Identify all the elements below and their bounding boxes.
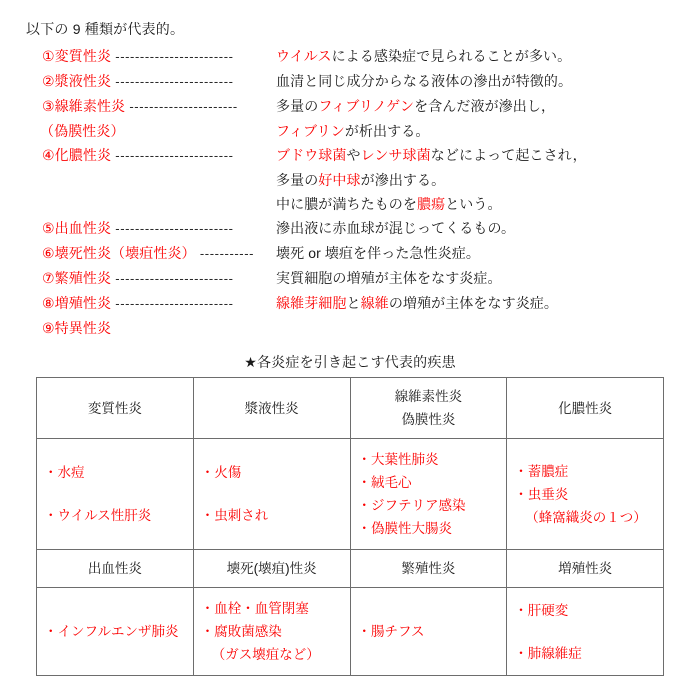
description-segment: 多量の xyxy=(276,172,319,188)
description-segment: 滲出液に赤血球が混じってくるもの。 xyxy=(276,220,516,236)
inflammation-type-name: 線維素性炎 xyxy=(54,98,126,114)
table-cell xyxy=(350,439,507,550)
inflammation-type-description xyxy=(276,216,686,240)
leader-dashes: ------------------------ xyxy=(111,296,234,311)
description-segment: などによって起こされ， xyxy=(430,147,587,163)
list-marker: ③ xyxy=(42,98,55,114)
inflammation-type-row xyxy=(14,266,686,291)
description-segment: が滲出する。 xyxy=(360,172,446,188)
intro-line: 以下の 9 種類が代表的。 xyxy=(26,21,185,37)
inflammation-type-description xyxy=(276,192,686,216)
description-segment: 好中球 xyxy=(318,172,361,188)
table-header-cell xyxy=(37,378,194,439)
table-row xyxy=(37,588,664,676)
inflammation-type-name: 出血性炎 xyxy=(54,220,112,236)
list-marker: ⑦ xyxy=(42,270,55,286)
disease-table-section xyxy=(14,350,686,676)
header-label: 漿液性炎 xyxy=(244,400,299,416)
disease-item: ・絨毛心 xyxy=(357,475,412,490)
disease-item: ・偽膜性大腸炎 xyxy=(357,521,452,536)
description-segment: の増殖が主体をなす炎症。 xyxy=(388,295,559,311)
list-marker: ④ xyxy=(42,147,55,163)
representative-disease-table xyxy=(36,377,664,676)
inflammation-type-description xyxy=(276,241,686,265)
inflammation-type-row xyxy=(14,316,686,340)
table-header-row xyxy=(37,378,664,439)
description-segment: ブドウ球菌 xyxy=(276,147,347,163)
table-header-cell xyxy=(507,378,664,439)
table-header-cell xyxy=(193,550,350,588)
disease-item: ・虫垂炎 xyxy=(514,486,569,502)
inflammation-type-term xyxy=(14,69,276,94)
inflammation-type-description xyxy=(276,44,686,68)
inflammation-type-term xyxy=(14,44,276,69)
inflammation-type-term xyxy=(14,316,276,340)
table-row xyxy=(37,439,664,550)
inflammation-type-row xyxy=(14,44,686,69)
description-segment: レンサ球菌 xyxy=(360,147,431,163)
disease-item: ・腸チフス xyxy=(357,624,425,639)
inflammation-type-description xyxy=(276,69,686,93)
description-segment: という。 xyxy=(445,196,502,212)
inflammation-type-name: 増殖性炎 xyxy=(54,295,112,311)
inflammation-type-term xyxy=(14,94,276,119)
description-segment: 中に膿が満ちたものを xyxy=(276,196,417,212)
description-segment: が析出する。 xyxy=(344,123,430,139)
leader-dashes: ------------------------ xyxy=(111,148,234,163)
description-segment: 血清と同じ成分からなる液体の滲出が特徴的。 xyxy=(276,73,573,89)
disease-item: （蜂窩織炎の１つ） xyxy=(525,509,647,525)
list-marker: ⑧ xyxy=(42,295,55,311)
disease-item: ・火傷 xyxy=(200,465,242,480)
leader-dashes: ----------- xyxy=(195,246,255,261)
disease-item: ・インフルエンザ肺炎 xyxy=(44,624,179,639)
leader-dashes: ------------------------ xyxy=(111,221,234,236)
inflammation-type-name: 変質性炎 xyxy=(54,48,112,64)
inflammation-type-name: 特異性炎 xyxy=(54,320,112,336)
description-segment: による感染症で見られることが多い。 xyxy=(331,48,572,64)
description-segment: を含んだ液が滲出し， xyxy=(414,98,556,114)
inflammation-type-description xyxy=(276,291,686,315)
header-label: 壊死(壊疽)性炎 xyxy=(226,561,317,576)
description-segment: 壊死 or 壊疽を伴った急性炎症。 xyxy=(276,245,480,261)
table-cell xyxy=(350,588,507,676)
list-marker: ⑤ xyxy=(42,220,55,236)
table-body xyxy=(37,378,664,676)
table-cell xyxy=(193,439,350,550)
disease-item: ・蓄膿症 xyxy=(514,463,569,479)
header-label: 繁殖性炎 xyxy=(401,561,456,576)
header-label: 線維素性炎 xyxy=(394,389,463,404)
table-cell xyxy=(507,588,664,676)
description-segment: と xyxy=(346,295,361,311)
inflammation-type-description xyxy=(276,266,686,290)
inflammation-type-row xyxy=(14,216,686,241)
inflammation-type-description xyxy=(276,143,686,167)
disease-item: ・ジフテリア感染 xyxy=(357,498,466,513)
disease-item: ・腐敗菌感染 xyxy=(200,624,282,639)
description-segment: や xyxy=(346,147,361,163)
leader-dashes: ------------------------ xyxy=(111,271,234,286)
inflammation-type-description xyxy=(276,119,686,143)
inflammation-type-row xyxy=(14,143,686,168)
inflammation-type-name: 繁殖性炎 xyxy=(54,270,112,286)
description-segment: フィブリノゲン xyxy=(318,98,415,114)
disease-item: ・肝硬変 xyxy=(514,602,569,618)
table-header-row xyxy=(37,550,664,588)
list-marker: ② xyxy=(42,73,55,89)
description-segment: 線維芽細胞 xyxy=(276,295,347,311)
inflammation-type-term xyxy=(14,291,276,316)
disease-item: ・大葉性肺炎 xyxy=(357,452,439,467)
inflammation-type-alt-name: （偽膜性炎） xyxy=(40,123,125,139)
table-cell xyxy=(37,439,194,550)
leader-dashes: ------------------------ xyxy=(111,74,234,89)
table-header-cell xyxy=(507,550,664,588)
disease-item: ・肺線維症 xyxy=(514,645,582,661)
inflammation-type-continuation-row xyxy=(14,192,686,216)
leader-dashes: ------------------------ xyxy=(111,49,234,64)
inflammation-type-row xyxy=(14,69,686,94)
table-cell xyxy=(37,588,194,676)
description-segment: ウイルス xyxy=(276,48,332,64)
disease-item: ・血栓・血管閉塞 xyxy=(200,601,309,616)
table-header-cell xyxy=(37,550,194,588)
header-label: 増殖性炎 xyxy=(558,561,613,576)
inflammation-type-row xyxy=(14,94,686,119)
inflammation-type-subterm xyxy=(14,119,276,143)
inflammation-type-name: 化膿性炎 xyxy=(54,147,112,163)
header-label: 出血性炎 xyxy=(87,561,142,576)
disease-item: ・ウイルス性肝炎 xyxy=(44,508,152,523)
inflammation-type-term xyxy=(14,266,276,291)
inflammation-type-name: 壊死性炎（壊疽性炎） xyxy=(54,245,196,261)
inflammation-type-term xyxy=(14,143,276,168)
inflammation-type-row xyxy=(14,291,686,316)
table-header-cell xyxy=(350,378,507,439)
description-segment: 線維 xyxy=(360,295,389,311)
description-segment: フィブリン xyxy=(276,123,345,139)
inflammation-type-name: 漿液性炎 xyxy=(54,73,112,89)
header-sublabel: 偽膜性炎 xyxy=(401,412,456,427)
inflammation-type-list xyxy=(14,44,686,340)
inflammation-type-description xyxy=(276,94,686,118)
list-marker: ⑥ xyxy=(42,245,55,261)
header-label: 変質性炎 xyxy=(87,400,142,416)
list-marker: ① xyxy=(42,48,55,64)
inflammation-type-term xyxy=(14,241,276,266)
disease-item: ・水痘 xyxy=(44,465,85,480)
disease-item: （ガス壊疽など） xyxy=(211,647,320,662)
description-segment: 実質細胞の増殖が主体をなす炎症。 xyxy=(276,270,502,286)
description-segment: 膿瘍 xyxy=(417,196,446,212)
table-title: ★各炎症を引き起こす代表的疾患 xyxy=(244,354,456,370)
table-header-cell xyxy=(193,378,350,439)
table-header-cell xyxy=(350,550,507,588)
description-segment: 多量の xyxy=(276,98,319,114)
inflammation-type-description xyxy=(276,168,686,192)
disease-item: ・虫刺され xyxy=(200,508,269,523)
table-cell xyxy=(507,439,664,550)
inflammation-type-term xyxy=(14,216,276,241)
leader-dashes: ---------------------- xyxy=(125,99,238,114)
inflammation-type-continuation-row xyxy=(14,119,686,143)
list-marker: ⑨ xyxy=(42,320,55,336)
header-label: 化膿性炎 xyxy=(558,400,613,416)
table-cell xyxy=(193,588,350,676)
inflammation-type-continuation-row xyxy=(14,168,686,192)
inflammation-type-row xyxy=(14,241,686,266)
